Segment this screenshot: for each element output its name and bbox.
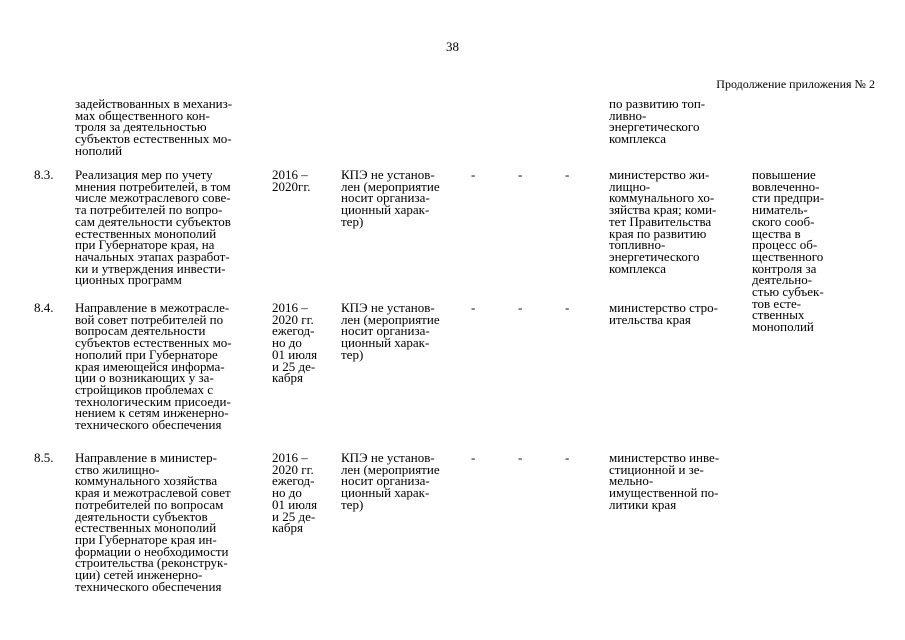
responsible: министерство инве- стиционной и зе- мельно- имущественной по- литики края	[609, 450, 720, 512]
continuation-label: Продолжение приложения № 2	[716, 77, 875, 91]
carryover-title: задействованных в механиз- мах общественного кон- троля за деятельностью субъектов естественных мо- нополий	[75, 96, 233, 158]
responsible: министерство жи- лищно- коммунального хо- зяйства края; коми- тет Правительства края по развитию топливно- энергетического комплекса	[609, 167, 717, 276]
responsible: министерство стро- ительства края	[609, 300, 719, 327]
carryover-responsible: по развитию топ- ливно- энергетического комплекса	[609, 96, 706, 147]
dash-value: -	[565, 450, 570, 465]
page-number: 38	[446, 39, 459, 54]
kpe-text: КПЭ не установ- лен (мероприятие носит организа- ционный харак- тер)	[341, 450, 440, 512]
period: 2016 – 2020 гг. ежегод- но до 01 июля и 25 де- кабря	[272, 300, 318, 386]
period: 2016 – 2020 гг. ежегод- но до 01 июля и 25 де- кабря	[272, 450, 318, 536]
measure-title: Направление в межотрасле- вой совет потребителей по вопросам деятельности субъектов естественных мо- нополий при Губернаторе края имеющейся информа- ции о возникающих у за- стройщиков проблемах с технологическим присоеди- нением к сетям инженерно- технического обеспечения	[75, 300, 232, 433]
expected-result: повышение вовлеченно- сти предпри- ниматель- ского сооб- щества в процесс об- щественного контроля за деятельно- стью субъек- тов есте- ственных монополий	[752, 167, 825, 335]
dash-value: -	[471, 450, 476, 465]
measure-title: Направление в министер- ство жилищно- коммунального хозяйства края и межотраслевой совет потребителей по вопросам деятельности субъектов естественных монополий при Губернаторе края ин- формации о необходимости строительства (реконструк- ции) сетей инженерно- технического обеспечения	[75, 450, 231, 594]
period: 2016 – 2020гг.	[272, 167, 311, 194]
dash-value: -	[471, 167, 476, 182]
row-number: 8.4.	[34, 300, 54, 315]
kpe-text: КПЭ не установ- лен (мероприятие носит организа- ционный харак- тер)	[341, 167, 440, 229]
dash-value: -	[471, 300, 476, 315]
row-number: 8.3.	[34, 167, 54, 182]
dash-value: -	[518, 300, 523, 315]
row-number: 8.5.	[34, 450, 54, 465]
measure-title: Реализация мер по учету мнения потребителей, в том числе межотраслевого сове- та потребителей по вопро- сам деятельности субъектов естественных монополий при Губернаторе края, на начальных этапах разработ- ки и утверждения инвести- ционных программ	[75, 167, 231, 288]
dash-value: -	[565, 167, 570, 182]
dash-value: -	[518, 450, 523, 465]
dash-value: -	[518, 167, 523, 182]
dash-value: -	[565, 300, 570, 315]
kpe-text: КПЭ не установ- лен (мероприятие носит организа- ционный харак- тер)	[341, 300, 440, 362]
